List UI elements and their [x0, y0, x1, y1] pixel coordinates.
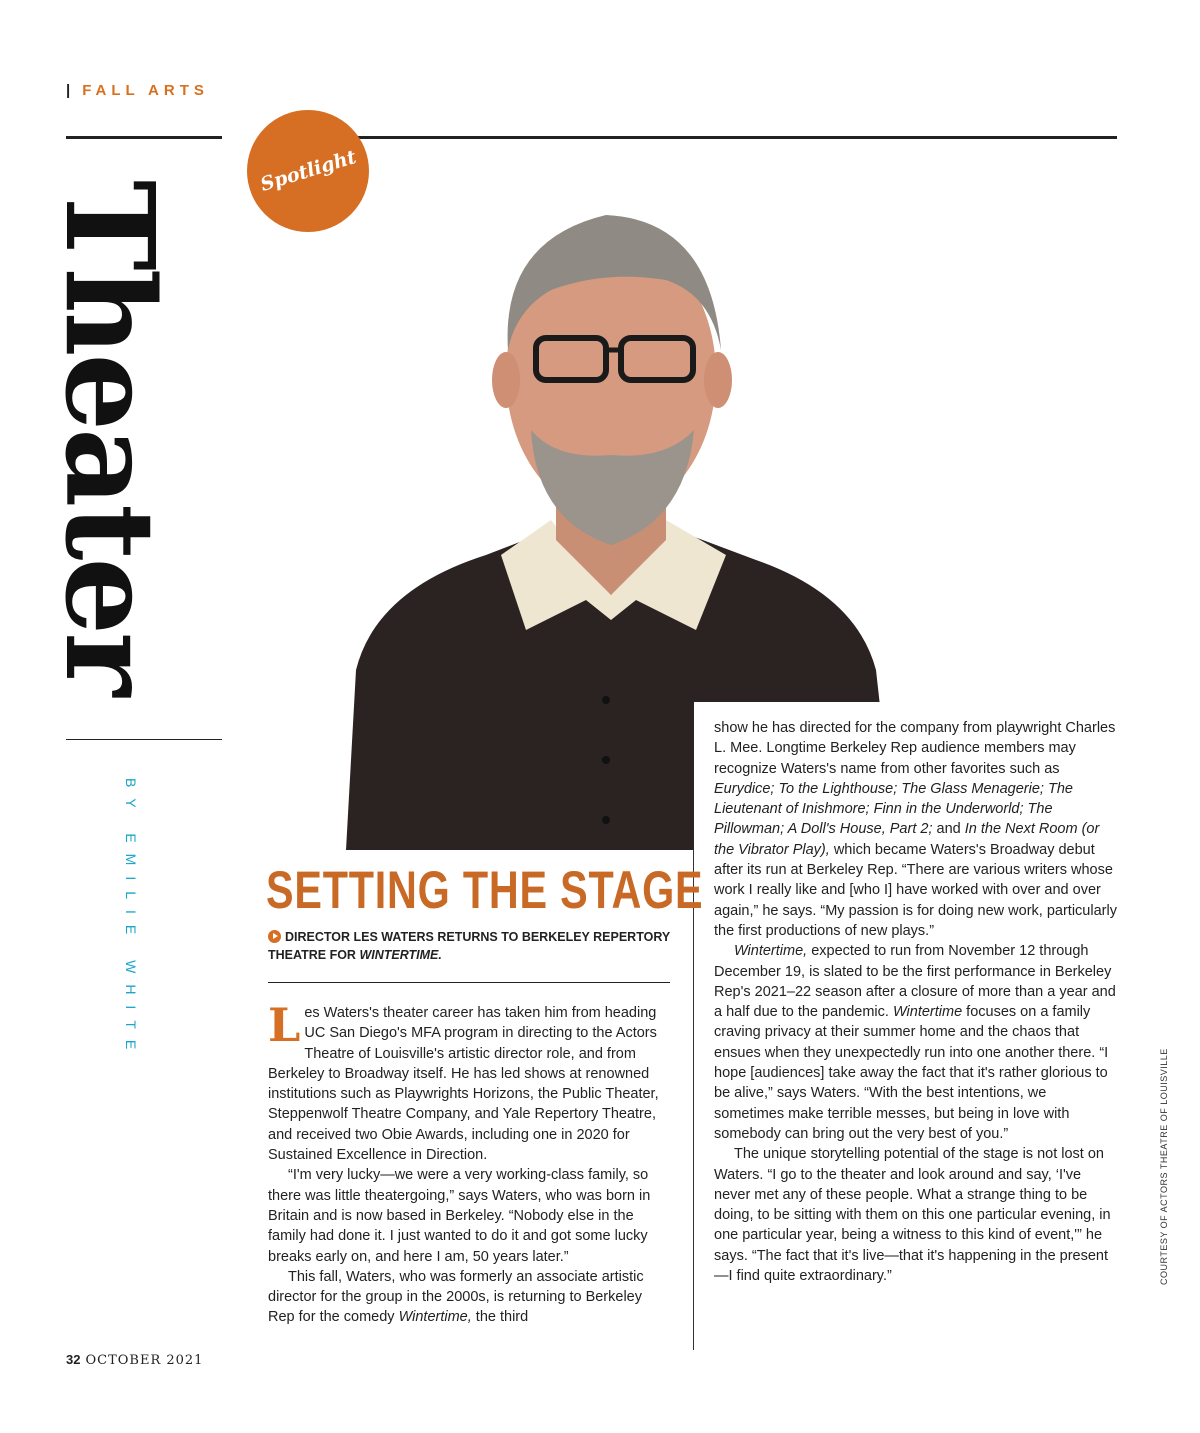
article-column-2	[714, 718, 1118, 1286]
byline-text: BY EMILIE WHITE	[123, 778, 139, 1061]
paragraph-text: and	[932, 821, 965, 838]
play-title: Wintertime	[892, 1004, 963, 1021]
section-label: | FALL ARTS	[66, 82, 209, 99]
photo-credit-text: COURTESY OF ACTORS THEATRE OF LOUISVILLE	[1159, 1048, 1169, 1285]
article-column-1	[268, 998, 672, 1328]
paragraph-text: This fall, Waters, who was formerly an associate artistic director for the group in the 2000s, is returning to Berkeley Rep for the comedy	[268, 1268, 644, 1326]
spotlight-badge	[247, 110, 369, 232]
dek-play-title: WINTERTIME.	[359, 948, 442, 962]
dropcap: L	[268, 998, 301, 1052]
paragraph: “I'm very lucky—we were a very working-class family, so there was little theatergoing,” says Waters, who was born in Britain and is now based in Berkeley. “Nobody else in the family had done it. I just wanted to do it and got some lucky breaks early on, and here I am, 50 years later.”	[268, 1167, 651, 1265]
paragraph: The unique storytelling potential of the stage is not lost on Waters. “I go to the theater and look around and say, ‘I've never met any of these people. What a strange thing to be doing, to be sitting with them on this one particular evening, in one particular year, being a witness to this kind of event,'” he says. “The fact that it's live—that it's happening in the present—I find quite extraordinary.”	[714, 1146, 1111, 1285]
photo-credit	[1158, 1048, 1172, 1290]
issue-date: OCTOBER 2021	[85, 1353, 204, 1368]
play-titles: Eurydice; To the Lighthouse; The Glass Menagerie; The Lieutenant of Inishmore; Finn in the Underworld; The Pillowman; A Doll's House, Part 2;	[714, 780, 1073, 838]
paragraph	[268, 1267, 672, 1328]
paragraph-text: focuses on a family craving privacy at their summer home and the chaos that ensues when they unexpectedly run into one another there. “I hope [audiences] take away the fact that it's rather glorious to be alive,” says Waters. “With the best intentions, we sometimes make terrible messes, but being in love with somebody can bring out the very best of you.”	[714, 1004, 1109, 1142]
page-number: 32	[66, 1352, 81, 1367]
paragraph-text: expected to run from November 12 through December 19, is slated to be the first performance in Berkeley Rep's 2021–22 season after a closure of more than a year and a half due to the pandemic.	[714, 943, 1116, 1021]
paragraph-text: which became Waters's Broadway debut after its run at Berkeley Rep. “There are various writers whose work I really like and [who I] have worked with over and over again,” he says. “My passion is for doing new work, particularly the first productions of new plays.”	[714, 841, 1117, 939]
section-label-text: FALL ARTS	[82, 82, 209, 99]
paragraph-text: the third	[471, 1309, 529, 1326]
section-title	[38, 180, 182, 694]
folio	[66, 1352, 203, 1368]
top-left-rule	[66, 136, 222, 139]
paragraph-text: show he has directed for the company from playwright Charles L. Mee. Longtime Berkeley Rep audience members may recognize Waters's name from other favorites such as	[714, 720, 1116, 777]
play-title: In the Next Room (or the Vibrator Play),	[714, 821, 1100, 858]
byline-rule	[66, 739, 222, 740]
column-divider	[693, 850, 694, 1350]
dek-text: DIRECTOR LES WATERS RETURNS TO BERKELEY REPERTORY THEATRE FOR	[268, 930, 671, 962]
paragraph	[714, 718, 1118, 941]
dek-rule	[268, 982, 670, 983]
top-right-rule	[356, 136, 1117, 139]
headline: SETTING THE STAGE	[266, 861, 704, 920]
play-title: Wintertime,	[398, 1309, 472, 1326]
paragraph	[714, 941, 1118, 1144]
paragraph	[268, 998, 672, 1165]
paragraph-text: es Waters's theater career has taken him from heading UC San Diego's MFA program in directing to the Actors Theatre of Louisville's artistic director role, and from Berkeley to Broadway itself. He has led shows at renowned institutions such as Playwrights Horizons, the Public Theater, Steppenwolf Theatre Company, and Yale Repertory Theatre, and received two Obie Awards, including one in 2020 for Sustained Excellence in Direction.	[268, 1005, 659, 1164]
play-icon	[268, 930, 281, 943]
section-title-text: Theater	[38, 180, 182, 694]
byline	[122, 778, 142, 1061]
spotlight-badge-text: Spotlight	[257, 146, 359, 196]
play-title: Wintertime,	[734, 943, 808, 960]
dek	[268, 928, 678, 964]
